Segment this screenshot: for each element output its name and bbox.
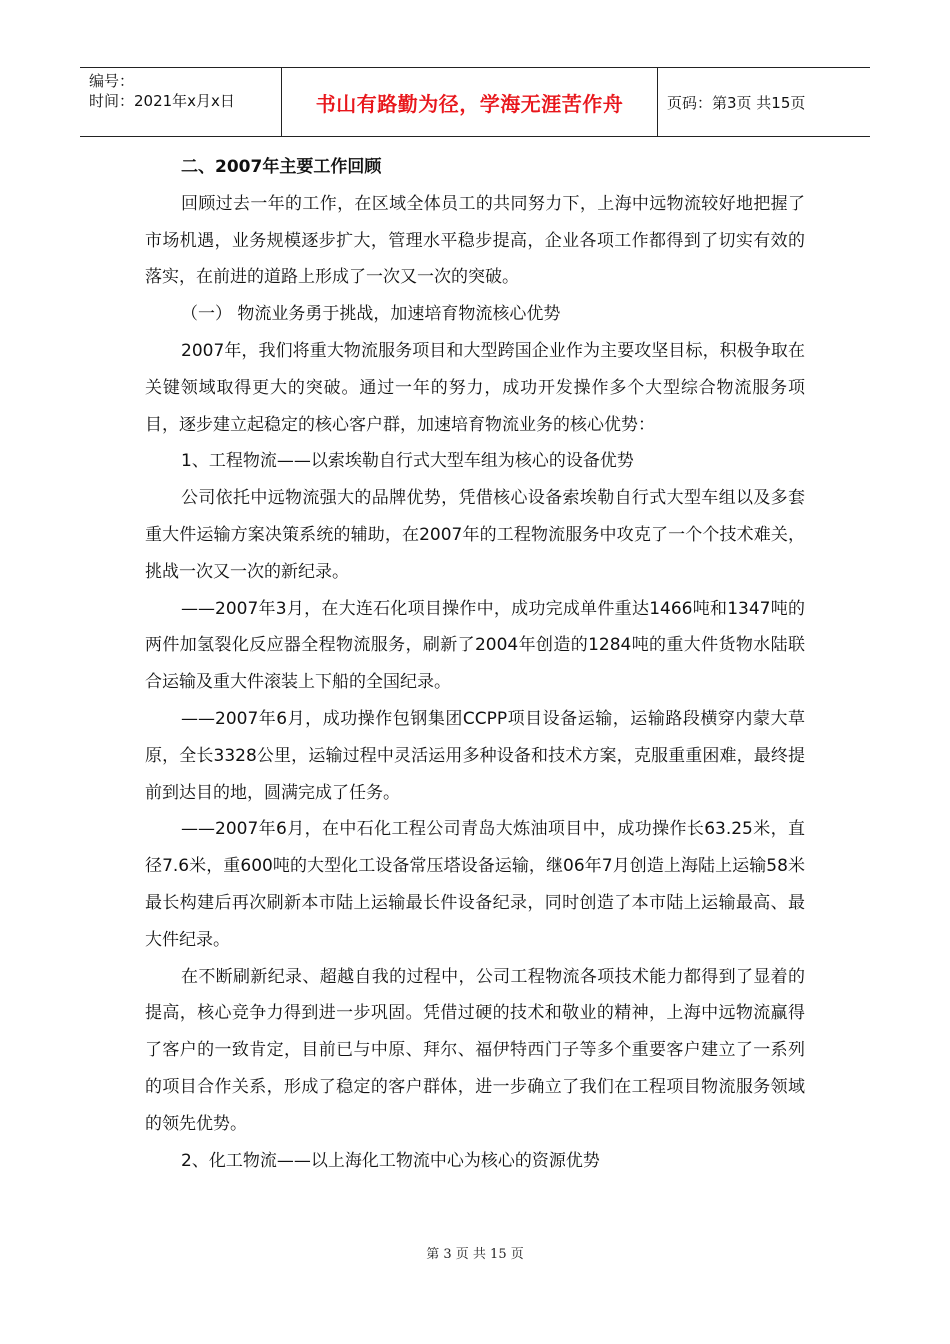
header-meta <box>80 68 282 136</box>
paragraph: ——2007年6月，成功操作包钢集团CCPP项目设备运输，运输路段横穿内蒙大草原，全长3328公里，运输过程中灵活运用多种设备和技术方案，克服重重困难，最终提前到达目的地，圆满完成了任务。 <box>145 708 805 803</box>
paragraph: ——2007年3月，在大连石化项目操作中，成功完成单件重达1466吨和1347吨的两件加氢裂化反应器全程物流服务，刷新了2004年创造的1284吨的重大件货物水陆联合运输及重大件滚装上下船的全国纪录。 <box>145 598 805 693</box>
page-footer: 第 3 页 共 15 页 <box>426 1247 524 1262</box>
paragraph: 在不断刷新纪录、超越自我的过程中，公司工程物流各项技术能力都得到了显着的提高，核心竞争力得到进一步巩固。凭借过硬的技术和敬业的精神，上海中远物流赢得了客户的一致肯定，目前已与中原、拜尔、福伊特西门子等多个重要客户建立了一系列的项目合作关系，形成了稳定的客户群体，进一步确立了我们在工程项目物流服务领域的领先优势。 <box>145 966 805 1134</box>
subheading: 2、化工物流——以上海化工物流中心为核心的资源优势 <box>181 1150 600 1171</box>
document-body <box>145 149 805 1179</box>
paragraph: 回顾过去一年的工作，在区域全体员工的共同努力下，上海中远物流较好地把握了市场机遇，业务规模逐步扩大，管理水平稳步提高，企业各项工作都得到了切实有效的落实，在前进的道路上形成了一次又一次的突破。 <box>145 193 805 288</box>
header-motto: 书山有路勤为径，学海无涯苦作舟 <box>315 91 624 116</box>
header-page-cell <box>658 68 870 136</box>
subheading: （一） 物流业务勇于挑战，加速培育物流核心优势 <box>181 304 561 325</box>
subheading: 1、工程物流——以索埃勒自行式大型车组为核心的设备优势 <box>181 451 634 472</box>
time-label: 时间：2021年x月x日 <box>89 92 235 110</box>
paragraph: ——2007年6月，在中石化工程公司青岛大炼油项目中，成功操作长63.25米，直径7.6米，重600吨的大型化工设备常压塔设备运输，继06年7月创造上海陆上运输58米最长构建后再次刷新本市陆上运输最长件设备纪录，同时创造了本市陆上运输最高、最大件纪录。 <box>145 819 805 950</box>
paragraph: 公司依托中远物流强大的品牌优势，凭借核心设备索埃勒自行式大型车组以及多套重大件运输方案决策系统的辅助，在2007年的工程物流服务中攻克了一个个技术难关，挑战一次又一次的新纪录。 <box>145 488 805 582</box>
header-motto-cell <box>282 68 658 136</box>
paragraph: 2007年，我们将重大物流服务项目和大型跨国企业作为主要攻坚目标，积极争取在关键领域取得更大的突破。通过一年的努力，成功开发操作多个大型综合物流服务项目，逐步建立起稳定的核心客户群，加速培育物流业务的核心优势： <box>145 340 805 435</box>
document-header <box>80 67 870 137</box>
header-page-label: 页码：第3页 共15页 <box>667 93 806 112</box>
number-label: 编号： <box>89 72 135 90</box>
section-heading: 二、2007年主要工作回顾 <box>181 157 382 177</box>
